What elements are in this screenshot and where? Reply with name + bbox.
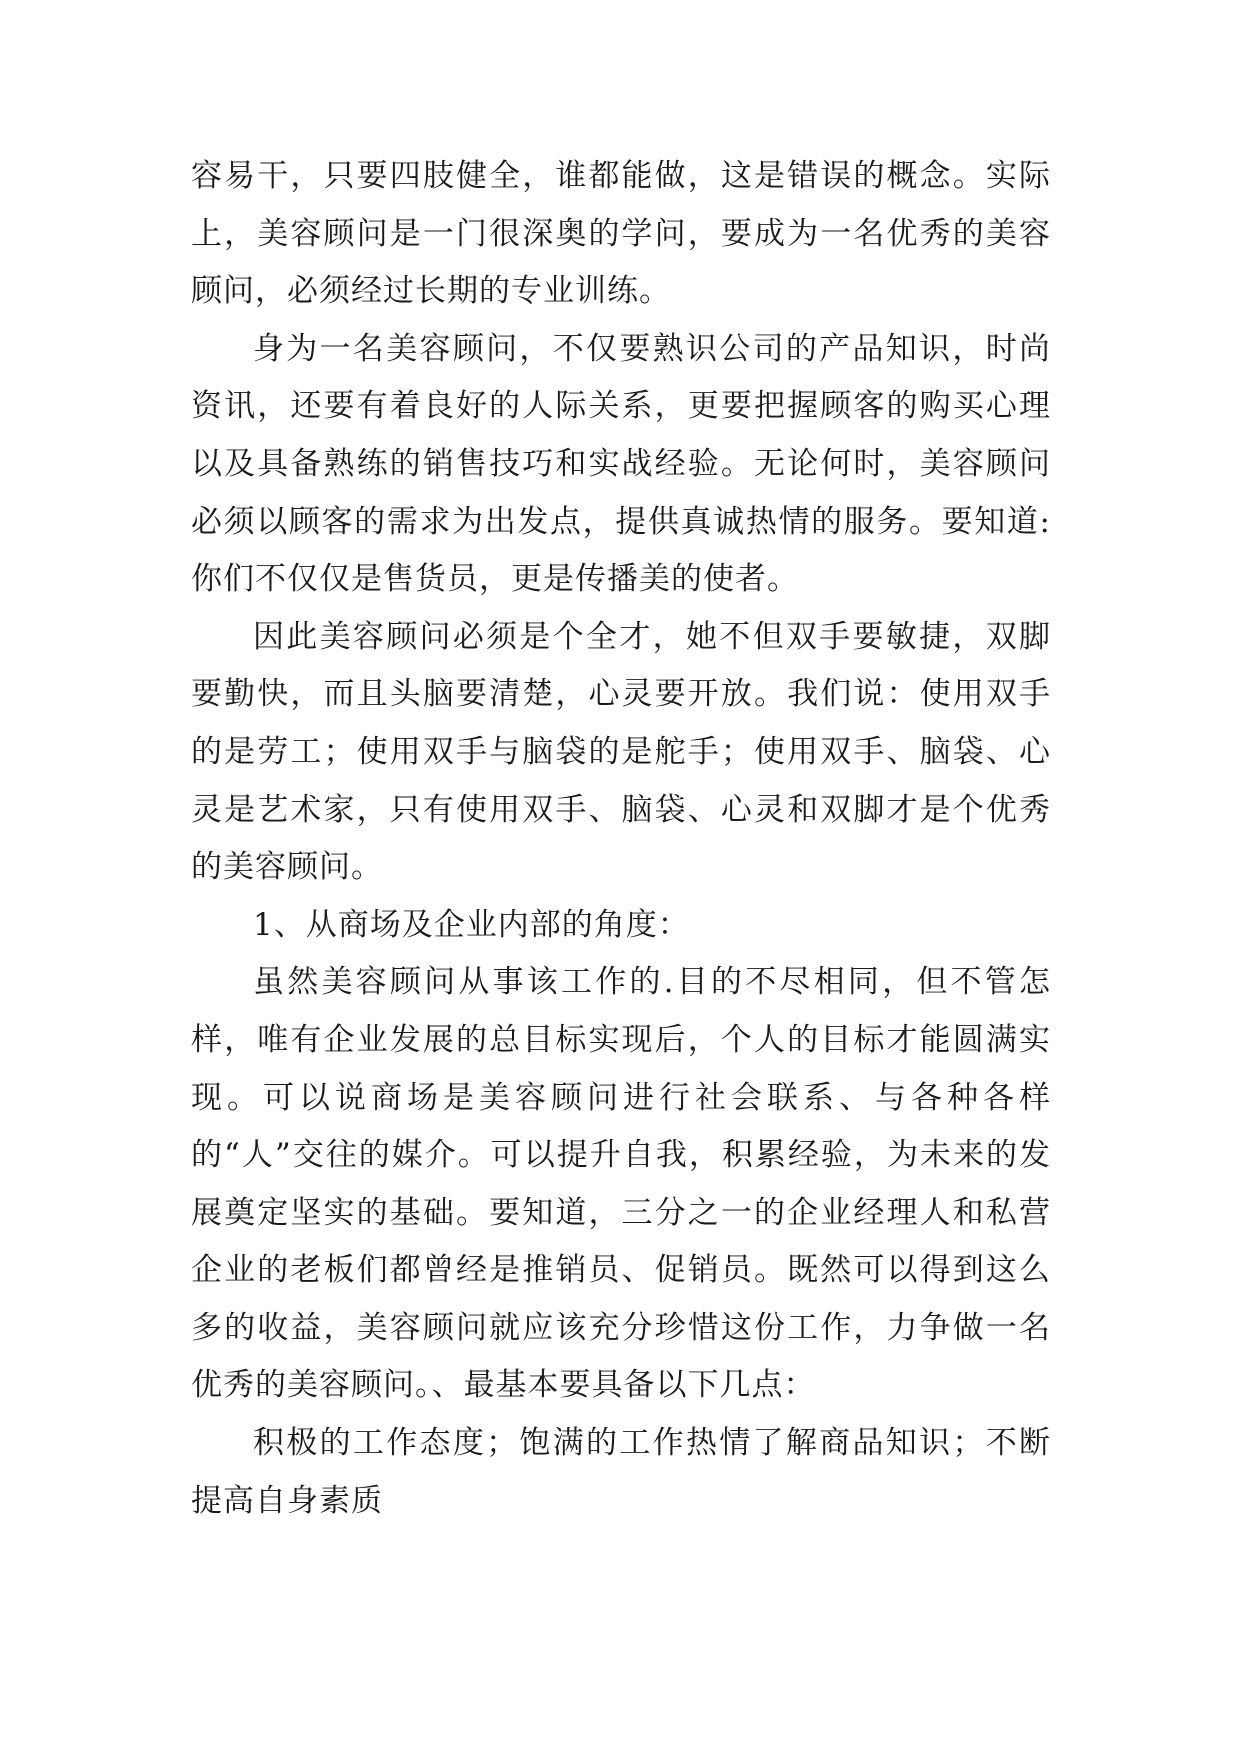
paragraph-4: 虽然美容顾问从事该工作的.目的不尽相同，但不管怎样，唯有企业发展的总目标实现后，个人的目标才能圆满实现。可以说商场是美容顾问进行社会联系、与各种各样的“人”交往的媒介。可以提升自我，积累经验，为未来的发展奠定坚实的基础。要知道，三分之一的企业经理人和私营企业的老板们都曾经是推销员、促销员。既然可以得到这么多的收益，美容顾问就应该充分珍惜这份工作，力争做一名优秀的美容顾问。、最基本要具备以下几点： xyxy=(191,964,1051,1404)
paragraph-2: 身为一名美容顾问，不仅要熟识公司的产品知识，时尚资讯，还要有着良好的人际关系，更要把握顾客的购买心理以及具备熟练的销售技巧和实战经验。无论何时，美容顾问必须以顾客的需求为出发点，提供真诚热情的服务。要知道:你们不仅仅是售货员，更是传播美的使者。 xyxy=(191,330,1051,598)
paragraph-3: 因此美容顾问必须是个全才，她不但双手要敏捷，双脚要勤快，而且头脑要清楚，心灵要开放。我们说：使用双手的是劳工；使用双手与脑袋的是舵手；使用双手、脑袋、心灵是艺术家，只有使用双手、脑袋、心灵和双脚才是个优秀的美容顾问。 xyxy=(191,618,1051,886)
document-body xyxy=(191,148,1051,1530)
paragraph-1: 容易干，只要四肢健全，谁都能做，这是错误的概念。实际上，美容顾问是一门很深奥的学问，要成为一名优秀的美容顾问，必须经过长期的专业训练。 xyxy=(191,158,1051,310)
section-heading: 1、从商场及企业内部的角度： xyxy=(253,906,690,943)
paragraph-5: 积极的工作态度；饱满的工作热情了解商品知识；不断提高自身素质 xyxy=(191,1425,1051,1519)
